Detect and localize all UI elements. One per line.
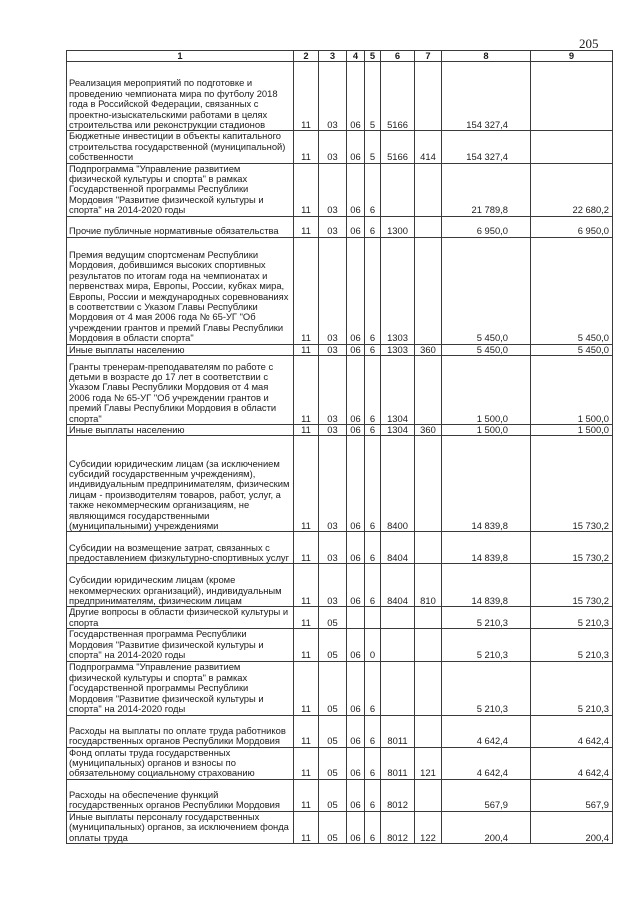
header-cell-section: 2 — [294, 51, 319, 62]
table-row — [67, 237, 613, 344]
cell-subsection: 03 — [319, 425, 347, 436]
cell-item: 8012 — [381, 811, 415, 843]
cell-subprogram: 6 — [365, 532, 381, 564]
cell-amount-2015: 5 210,3 — [442, 629, 531, 661]
cell-program: 06 — [347, 715, 365, 747]
cell-section: 11 — [294, 532, 319, 564]
cell-subsection: 03 — [319, 216, 347, 237]
table-row — [67, 436, 613, 532]
cell-program — [347, 607, 365, 629]
cell-description: Расходы на обеспечение функций государственных органов Республики Мордовия — [67, 779, 294, 811]
cell-amount-2015: 4 642,4 — [442, 715, 531, 747]
cell-description: Расходы на выплаты по оплате труда работников государственных органов Республики Мордовия — [67, 715, 294, 747]
cell-amount-2015: 5 450,0 — [442, 237, 531, 344]
cell-amount-2015: 154 327,4 — [442, 62, 531, 131]
cell-description: Гранты тренерам-преподавателям по работе с детьми в возрасте до 17 лет в соответствии с Указом Главы Республики Мордовия от 4 мая 2006 года № 65-УГ "Об учреждении грантов и премий Главы Республики Мордовия в области спорта" — [67, 356, 294, 425]
table-row — [67, 779, 613, 811]
cell-subprogram: 6 — [365, 425, 381, 436]
cell-amount-2016: 1 500,0 — [531, 356, 613, 425]
cell-subprogram: 0 — [365, 629, 381, 661]
cell-description: Иные выплаты населению — [67, 425, 294, 436]
cell-amount-2016: 1 500,0 — [531, 425, 613, 436]
cell-item: 5166 — [381, 131, 415, 163]
cell-subsection: 03 — [319, 564, 347, 607]
cell-program: 06 — [347, 661, 365, 715]
cell-program: 06 — [347, 532, 365, 564]
table-body — [67, 62, 613, 844]
cell-section: 11 — [294, 661, 319, 715]
cell-subsection: 05 — [319, 811, 347, 843]
cell-subsection: 05 — [319, 661, 347, 715]
cell-amount-2016: 15 730,2 — [531, 436, 613, 532]
cell-subsection: 05 — [319, 629, 347, 661]
cell-section: 11 — [294, 237, 319, 344]
header-row — [67, 51, 613, 62]
cell-section: 11 — [294, 811, 319, 843]
cell-subsection: 05 — [319, 607, 347, 629]
header-cell-subsection: 3 — [319, 51, 347, 62]
cell-item: 8011 — [381, 747, 415, 779]
cell-subsection: 03 — [319, 163, 347, 216]
cell-amount-2015: 14 839,8 — [442, 532, 531, 564]
cell-section: 11 — [294, 131, 319, 163]
cell-subprogram: 6 — [365, 237, 381, 344]
cell-subsection: 03 — [319, 436, 347, 532]
cell-description: Подпрограмма "Управление развитием физической культуры и спорта" в рамках Государственной программы Республики Мордовия "Развитие физической культуры и спорта" на 2014-2020 годы — [67, 163, 294, 216]
header-cell-description: 1 — [67, 51, 294, 62]
cell-program: 06 — [347, 356, 365, 425]
cell-section: 11 — [294, 715, 319, 747]
table-row — [67, 163, 613, 216]
table-row — [67, 62, 613, 131]
cell-item: 8011 — [381, 715, 415, 747]
cell-item: 8404 — [381, 564, 415, 607]
table-row — [67, 564, 613, 607]
cell-expense-type: 810 — [415, 564, 442, 607]
cell-item: 1304 — [381, 356, 415, 425]
table-row — [67, 715, 613, 747]
cell-subprogram: 6 — [365, 811, 381, 843]
header-cell-subprogram: 5 — [365, 51, 381, 62]
cell-section: 11 — [294, 779, 319, 811]
cell-amount-2016: 4 642,4 — [531, 715, 613, 747]
cell-program: 06 — [347, 163, 365, 216]
cell-subprogram: 6 — [365, 747, 381, 779]
cell-description: Реализация мероприятий по подготовке и проведению чемпионата мира по футболу 2018 года в Российской Федерации, связанных с проектно-изыскательскими работами в целях строительства или реконструкции стадионов — [67, 62, 294, 131]
cell-item: 1303 — [381, 344, 415, 355]
cell-description: Другие вопросы в области физической культуры и спорта — [67, 607, 294, 629]
cell-amount-2016: 6 950,0 — [531, 216, 613, 237]
cell-amount-2016: 200,4 — [531, 811, 613, 843]
cell-expense-type — [415, 62, 442, 131]
cell-description: Субсидии юридическим лицам (за исключением субсидий государственным учреждениям), индивидуальным предпринимателям, физическим лицам - производителям товаров, работ, услуг, а также некоммерческим организациям, не являющимся государственными (муниципальными) учреждениями — [67, 436, 294, 532]
cell-expense-type — [415, 436, 442, 532]
cell-subprogram: 6 — [365, 216, 381, 237]
table-row — [67, 532, 613, 564]
cell-amount-2015: 200,4 — [442, 811, 531, 843]
header-cell-item: 6 — [381, 51, 415, 62]
cell-subsection: 03 — [319, 131, 347, 163]
cell-item: 8012 — [381, 779, 415, 811]
cell-description: Иные выплаты персоналу государственных (муниципальных) органов, за исключением фонда оплаты труда — [67, 811, 294, 843]
cell-description: Бюджетные инвестиции в объекты капитального строительства государственной (муниципальной) собственности — [67, 131, 294, 163]
cell-subprogram: 6 — [365, 356, 381, 425]
cell-section: 11 — [294, 747, 319, 779]
cell-amount-2016: 5 450,0 — [531, 344, 613, 355]
cell-amount-2016: 15 730,2 — [531, 564, 613, 607]
cell-subsection: 03 — [319, 344, 347, 355]
cell-subprogram: 6 — [365, 436, 381, 532]
cell-amount-2016: 5 210,3 — [531, 629, 613, 661]
cell-item — [381, 629, 415, 661]
cell-item: 8404 — [381, 532, 415, 564]
cell-expense-type — [415, 661, 442, 715]
cell-amount-2015: 5 210,3 — [442, 661, 531, 715]
cell-amount-2015: 1 500,0 — [442, 425, 531, 436]
cell-description: Государственная программа Республики Мордовия "Развитие физической культуры и спорта" на 2014-2020 годы — [67, 629, 294, 661]
cell-expense-type: 121 — [415, 747, 442, 779]
cell-expense-type — [415, 779, 442, 811]
cell-amount-2016: 5 210,3 — [531, 661, 613, 715]
cell-expense-type — [415, 607, 442, 629]
cell-expense-type — [415, 163, 442, 216]
cell-program: 06 — [347, 216, 365, 237]
cell-subprogram: 6 — [365, 344, 381, 355]
cell-expense-type: 414 — [415, 131, 442, 163]
table-row — [67, 216, 613, 237]
cell-amount-2016: 4 642,4 — [531, 747, 613, 779]
cell-description: Субсидии на возмещение затрат, связанных с предоставлением физкультурно-спортивных услуг — [67, 532, 294, 564]
cell-amount-2016: 5 210,3 — [531, 607, 613, 629]
header-cell-program: 4 — [347, 51, 365, 62]
cell-amount-2015: 1 500,0 — [442, 356, 531, 425]
cell-expense-type — [415, 237, 442, 344]
table-row — [67, 811, 613, 843]
cell-item — [381, 661, 415, 715]
cell-expense-type — [415, 532, 442, 564]
cell-amount-2016: 22 680,2 — [531, 163, 613, 216]
cell-amount-2015: 567,9 — [442, 779, 531, 811]
cell-description: Фонд оплаты труда государственных (муниципальных) органов и взносы по обязательному социальному страхованию — [67, 747, 294, 779]
cell-subprogram: 5 — [365, 131, 381, 163]
cell-section: 11 — [294, 629, 319, 661]
cell-expense-type: 360 — [415, 344, 442, 355]
cell-amount-2016 — [531, 131, 613, 163]
cell-subprogram: 6 — [365, 661, 381, 715]
cell-program: 06 — [347, 344, 365, 355]
cell-amount-2015: 5 450,0 — [442, 344, 531, 355]
cell-program: 06 — [347, 629, 365, 661]
cell-expense-type — [415, 715, 442, 747]
cell-amount-2015: 14 839,8 — [442, 564, 531, 607]
cell-amount-2015: 14 839,8 — [442, 436, 531, 532]
cell-subsection: 05 — [319, 715, 347, 747]
table-row — [67, 344, 613, 355]
header-cell-expense-type: 7 — [415, 51, 442, 62]
cell-section: 11 — [294, 425, 319, 436]
table-row — [67, 607, 613, 629]
cell-section: 11 — [294, 356, 319, 425]
table-row — [67, 661, 613, 715]
cell-program: 06 — [347, 811, 365, 843]
cell-item — [381, 163, 415, 216]
cell-section: 11 — [294, 216, 319, 237]
cell-subprogram — [365, 607, 381, 629]
cell-amount-2015: 6 950,0 — [442, 216, 531, 237]
page-number: 205 — [579, 36, 599, 51]
table-row — [67, 425, 613, 436]
cell-subprogram: 6 — [365, 564, 381, 607]
cell-subsection: 05 — [319, 747, 347, 779]
cell-description: Иные выплаты населению — [67, 344, 294, 355]
budget-table — [66, 50, 613, 844]
cell-amount-2015: 21 789,8 — [442, 163, 531, 216]
cell-expense-type — [415, 629, 442, 661]
cell-program: 06 — [347, 62, 365, 131]
table-header — [67, 51, 613, 62]
cell-program: 06 — [347, 436, 365, 532]
cell-amount-2016 — [531, 62, 613, 131]
cell-description: Подпрограмма "Управление развитием физической культуры и спорта" в рамках Государственной программы Республики Мордовия "Развитие физической культуры и спорта" на 2014-2020 годы — [67, 661, 294, 715]
cell-amount-2016: 5 450,0 — [531, 237, 613, 344]
cell-expense-type: 360 — [415, 425, 442, 436]
cell-subsection: 03 — [319, 356, 347, 425]
cell-item: 8400 — [381, 436, 415, 532]
cell-description: Субсидии юридическим лицам (кроме некоммерческих организаций), индивидуальным предпринимателям, физическим лицам — [67, 564, 294, 607]
cell-subprogram: 6 — [365, 163, 381, 216]
cell-amount-2016: 567,9 — [531, 779, 613, 811]
table-row — [67, 131, 613, 163]
cell-program: 06 — [347, 131, 365, 163]
cell-item — [381, 607, 415, 629]
cell-expense-type: 122 — [415, 811, 442, 843]
cell-section: 11 — [294, 436, 319, 532]
cell-expense-type — [415, 356, 442, 425]
table-row — [67, 747, 613, 779]
cell-section: 11 — [294, 607, 319, 629]
cell-program: 06 — [347, 237, 365, 344]
cell-amount-2015: 4 642,4 — [442, 747, 531, 779]
cell-description: Премия ведущим спортсменам Республики Мордовия, добившимся высоких спортивных результатов по итогам года на чемпионатах и первенствах мира, Европы, России, кубках мира, Европы, России и международных соревнованиях в соответствии с Указом Главы Республики Мордовия от 4 мая 2006 года № 65-УГ "Об учреждении грантов и премий Главы Республики Мордовия в области спорта" — [67, 237, 294, 344]
header-cell-amount-2016: 9 — [531, 51, 613, 62]
cell-program: 06 — [347, 779, 365, 811]
cell-subsection: 05 — [319, 779, 347, 811]
cell-amount-2015: 154 327,4 — [442, 131, 531, 163]
cell-subprogram: 6 — [365, 715, 381, 747]
cell-subsection: 03 — [319, 237, 347, 344]
cell-subsection: 03 — [319, 532, 347, 564]
cell-description: Прочие публичные нормативные обязательства — [67, 216, 294, 237]
cell-item: 1303 — [381, 237, 415, 344]
cell-amount-2015: 5 210,3 — [442, 607, 531, 629]
cell-section: 11 — [294, 564, 319, 607]
cell-item: 1300 — [381, 216, 415, 237]
cell-program: 06 — [347, 564, 365, 607]
cell-section: 11 — [294, 163, 319, 216]
cell-amount-2016: 15 730,2 — [531, 532, 613, 564]
cell-subprogram: 5 — [365, 62, 381, 131]
cell-program: 06 — [347, 425, 365, 436]
cell-expense-type — [415, 216, 442, 237]
cell-item: 1304 — [381, 425, 415, 436]
table-row — [67, 629, 613, 661]
cell-item: 5166 — [381, 62, 415, 131]
cell-program: 06 — [347, 747, 365, 779]
header-cell-amount-2015: 8 — [442, 51, 531, 62]
table-row — [67, 356, 613, 425]
cell-section: 11 — [294, 344, 319, 355]
cell-subprogram: 6 — [365, 779, 381, 811]
cell-section: 11 — [294, 62, 319, 131]
cell-subsection: 03 — [319, 62, 347, 131]
